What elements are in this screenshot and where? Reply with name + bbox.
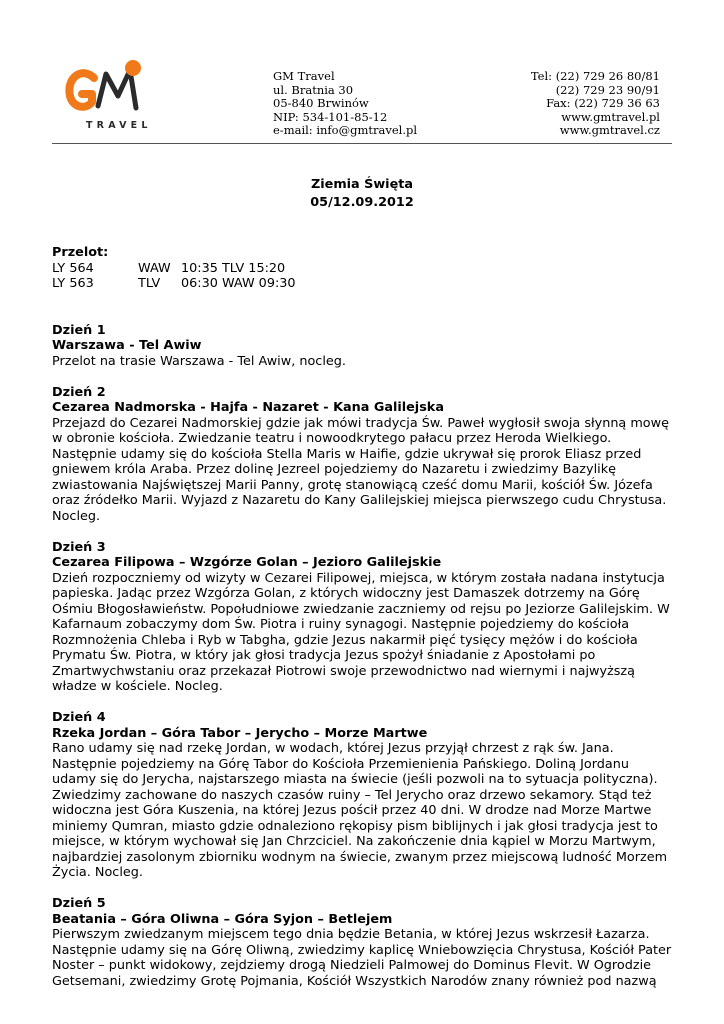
svg-text:TRAVEL: TRAVEL (86, 120, 152, 131)
flights-heading: Przelot: (52, 245, 109, 260)
letterhead (0, 0, 724, 146)
day-route: Cezarea Nadmorska - Hajfa - Nazaret - Kana Galilejska (52, 400, 444, 415)
website-cz: www.gmtravel.cz (559, 123, 660, 138)
company-contact-block (531, 70, 660, 138)
day-label: Dzień 3 (52, 539, 106, 555)
company-street: ul. Bratnia 30 (273, 82, 354, 97)
day-section (52, 540, 672, 695)
day-section (52, 323, 672, 370)
flight-times: 06:30 WAW 09:30 (181, 276, 296, 291)
day-route: Rzeka Jordan – Góra Tabor – Jerycho – Morze Martwe (52, 725, 428, 741)
day-section (52, 385, 672, 525)
day-description: Pierwszym zwiedzanym miejscem tego dnia będzie Betania, w której Jezus wskrzesił Łazarza. Następnie udamy się na Górę Oliwną, zwiedzimy kaplicę Wniebowzięcia Chrystusa, Kościół Pater Noster – punkt widokowy, zejdziemy drogą Niedzieli Palmowej do Dominus Flevit. W Ogrodzie Getsemani, zwiedzimy Grotę Pojmania, Kościół Wszystkich Narodów znany również pod nazwą (52, 927, 672, 989)
phone-line-2: (22) 729 23 90/91 (555, 82, 660, 97)
website-pl: www.gmtravel.pl (561, 109, 660, 124)
title-destination: Ziemia Święta (310, 177, 413, 192)
flight-from: WAW (138, 260, 171, 276)
day-label: Dzień 2 (52, 384, 106, 400)
day-description: Dzień rozpoczniemy od wizyty w Cezarei Filipowej, miejsca, w którym została nadana instytucja papieska. Jadąc przez Wzgórza Golan, z których widoczny jest Damaszek dotrzemy na Górę Ośmiu Błogosławieństw. Popołudniowe zwiedzanie zaczniemy od rejsu po Jeziorze Galilejskim. W Kafarnaum zobaczymy dom Św. Piotra i ruiny synagogi. Następnie pojedziemy do kościoła Rozmnożenia Chleba i Ryb w Tabgha, gdzie Jezus nakarmił pięć tysięcy mężów i do kościoła Prymatu Św. Piotra, w który jak głosi tradycja Jezus spożył śniadanie z Apostołami po Zmartwychwstaniu oraz przekazał Piotrowi swoje przewodnictwo nad wiernymi i najwyższą władze w kościele. Nocleg. (52, 570, 670, 694)
flight-row (52, 276, 672, 292)
day-label: Dzień 4 (52, 710, 106, 725)
day-route: Beatania – Góra Oliwna – Góra Syjon – Betlejem (52, 911, 393, 927)
day-description: Rano udamy się nad rzekę Jordan, w wodach, której Jezus przyjął chrzest z rąk św. Jana. Następnie pojedziemy na Górę Tabor do Kościoła Przemienienia Pańskiego. Doliną Jordanu udamy się do Jerycha, najstarszego miasta na świecie (jeśli pozwoli na to sytuacja polityczna). Zwiedzimy zachowane do naszych czasów ruiny – Tel Jerycho oraz drzewo sekamory. Stąd też widoczna jest Góra Kuszenia, na której Jezus pościł przez 40 dni. W drodze nad Morze Martwe miniemy Qumran, miasto gdzie odnaleziono rękopisy pism biblijnych i jak głosi tradycja jest to miejsce, w którym wychował się Jan Chrzciciel. Na zakończenie dnia kąpiel w Morzu Martwym, najbardziej zasolonym zbiorniku wodnym na świecie, zwanym przez miejscową ludność Morzem Życia. Nocleg. (52, 741, 668, 880)
itinerary (52, 245, 672, 989)
gm-travel-logo-image (62, 56, 158, 134)
flight-times: 10:35 TLV 15:20 (181, 260, 286, 276)
company-name: GM Travel (273, 69, 335, 83)
fax-line: Fax: (22) 729 36 63 (546, 96, 660, 111)
gm-travel-logo (62, 56, 158, 134)
title-dates: 05/12.09.2012 (310, 195, 414, 210)
document-title (0, 176, 724, 212)
company-email: e-mail: info@gmtravel.pl (273, 123, 418, 138)
company-city: 05-840 Brwinów (273, 96, 369, 111)
day-description: Przejazd do Cezarei Nadmorskiej gdzie jak mówi tradycja Św. Paweł wygłosił swoja słynną mowę w obronie kościoła. Zwiedzanie teatru i nowoodkrytego pałacu przez Heroda Wielkiego. Następnie udamy się do kościoła Stella Maris w Haifie, gdzie ukrywał się prorok Eliasz przed gniewem króla Araba. Przez dolinę Jezreel pojedziemy do Nazaretu i zwiedzimy Bazylikę zwiastowania Najświętszej Marii Panny, grotę stanowiącą cześć domu Marii, kościół Św. Józefa oraz źródełko Marii. Wyjazd z Nazaretu do Kany Galilejskiej miejsca pierwszego cudu Chrystusa. Nocleg. (52, 415, 669, 524)
company-nip: NIP: 534-101-85-12 (273, 109, 388, 124)
header-divider (52, 143, 672, 144)
day-section (52, 896, 672, 989)
flight-row (52, 261, 672, 277)
phone-line-1: Tel: (22) 729 26 80/81 (530, 69, 660, 83)
flight-code: LY 564 (52, 260, 94, 276)
day-route: Warszawa - Tel Awiw (52, 338, 202, 353)
day-route: Cezarea Filipowa – Wzgórze Golan – Jezioro Galilejskie (52, 555, 442, 570)
company-address-block (273, 70, 417, 138)
day-label: Dzień 1 (52, 322, 106, 338)
day-section (52, 710, 672, 881)
flight-code: LY 563 (52, 276, 94, 291)
day-description: Przelot na trasie Warszawa - Tel Awiw, nocleg. (52, 353, 346, 369)
flight-from: TLV (138, 276, 161, 291)
day-label: Dzień 5 (52, 896, 106, 911)
